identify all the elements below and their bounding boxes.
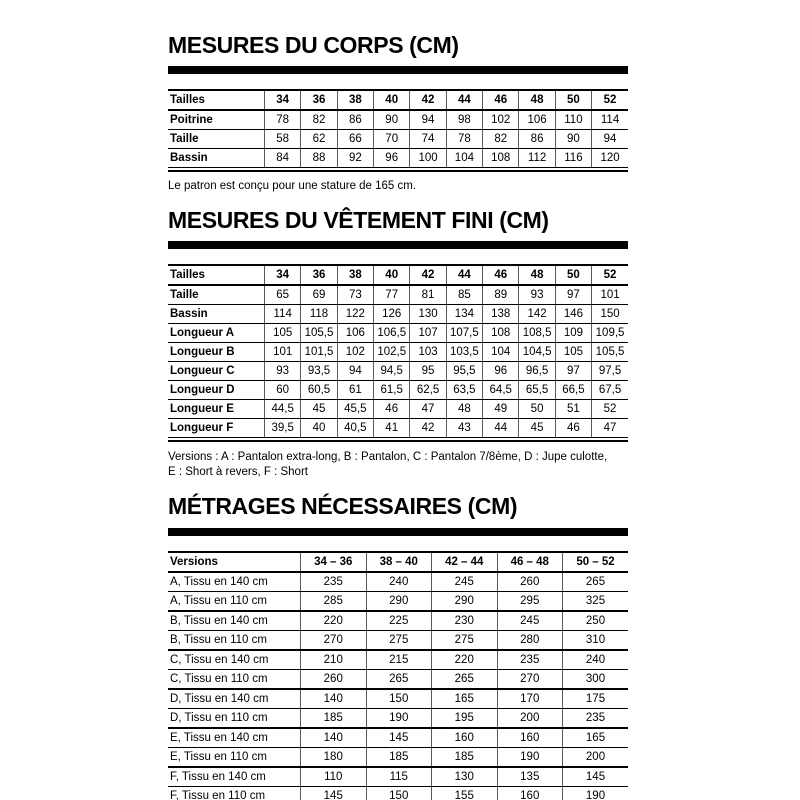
versions-legend-line-2: E : Short à revers, F : Short — [168, 466, 308, 479]
value-cell: 105 — [555, 342, 591, 361]
value-cell: 215 — [366, 650, 432, 670]
value-cell: 45 — [519, 418, 555, 437]
section-finished-garment-measurements — [168, 208, 628, 481]
value-cell: 94 — [592, 130, 628, 149]
value-cell: 190 — [563, 786, 629, 800]
value-cell: 109,5 — [592, 323, 628, 342]
row-label: E, Tissu en 140 cm — [168, 728, 301, 748]
value-cell: 73 — [337, 285, 373, 305]
value-cell: 104 — [446, 149, 482, 168]
value-cell: 96 — [374, 149, 410, 168]
value-cell: 185 — [301, 708, 367, 728]
value-cell: 96 — [483, 361, 519, 380]
value-cell: 260 — [497, 572, 563, 592]
body-measurements-table — [168, 89, 628, 168]
value-cell: 94 — [337, 361, 373, 380]
stature-note: Le patron est conçu pour une stature de 165 cm. — [168, 180, 417, 193]
value-cell: 145 — [366, 728, 432, 748]
value-cell: 44 — [483, 418, 519, 437]
value-cell: 190 — [366, 708, 432, 728]
row-label: Longueur B — [168, 342, 265, 361]
value-cell: 130 — [410, 304, 446, 323]
value-cell: 295 — [497, 591, 563, 611]
value-cell: 40,5 — [337, 418, 373, 437]
value-cell: 88 — [301, 149, 337, 168]
value-cell: 142 — [519, 304, 555, 323]
value-cell: 285 — [301, 591, 367, 611]
value-cell: 300 — [563, 669, 629, 689]
value-cell: 107 — [410, 323, 446, 342]
value-cell: 108 — [483, 323, 519, 342]
value-cell: 89 — [483, 285, 519, 305]
value-cell: 93 — [519, 285, 555, 305]
value-cell: 265 — [366, 669, 432, 689]
table-row — [168, 650, 628, 670]
value-cell: 325 — [563, 591, 629, 611]
label-column-header: Tailles — [168, 90, 265, 110]
value-cell: 290 — [432, 591, 498, 611]
size-column-header: 44 — [446, 90, 482, 110]
row-label: C, Tissu en 110 cm — [168, 669, 301, 689]
value-cell: 140 — [301, 728, 367, 748]
value-cell: 97 — [555, 361, 591, 380]
row-label: E, Tissu en 110 cm — [168, 747, 301, 767]
table-row — [168, 611, 628, 631]
value-cell: 235 — [301, 572, 367, 592]
value-cell: 245 — [497, 611, 563, 631]
value-cell: 61,5 — [374, 380, 410, 399]
value-cell: 63,5 — [446, 380, 482, 399]
value-cell: 200 — [497, 708, 563, 728]
table-row — [168, 149, 628, 168]
value-cell: 101 — [265, 342, 301, 361]
value-cell: 105,5 — [592, 342, 628, 361]
value-cell: 104 — [483, 342, 519, 361]
value-cell: 135 — [497, 767, 563, 787]
value-cell: 146 — [555, 304, 591, 323]
value-cell: 140 — [301, 689, 367, 709]
value-cell: 65,5 — [519, 380, 555, 399]
table-row — [168, 323, 628, 342]
table-row — [168, 689, 628, 709]
value-cell: 82 — [483, 130, 519, 149]
value-cell: 110 — [555, 110, 591, 130]
table-row — [168, 130, 628, 149]
value-cell: 235 — [563, 708, 629, 728]
value-cell: 81 — [410, 285, 446, 305]
size-column-header: 48 — [519, 265, 555, 285]
value-cell: 160 — [497, 728, 563, 748]
value-cell: 85 — [446, 285, 482, 305]
row-label: Bassin — [168, 149, 265, 168]
versions-legend — [168, 450, 628, 480]
value-cell: 107,5 — [446, 323, 482, 342]
value-cell: 230 — [432, 611, 498, 631]
table-row — [168, 342, 628, 361]
row-label: Longueur C — [168, 361, 265, 380]
size-column-header: 34 — [265, 90, 301, 110]
value-cell: 44,5 — [265, 399, 301, 418]
value-cell: 42 — [410, 418, 446, 437]
row-label: Longueur A — [168, 323, 265, 342]
value-cell: 62,5 — [410, 380, 446, 399]
value-cell: 66 — [337, 130, 373, 149]
value-cell: 94 — [410, 110, 446, 130]
value-cell: 101 — [592, 285, 628, 305]
value-cell: 225 — [366, 611, 432, 631]
row-label: Longueur D — [168, 380, 265, 399]
value-cell: 120 — [592, 149, 628, 168]
value-cell: 95 — [410, 361, 446, 380]
value-cell: 165 — [563, 728, 629, 748]
row-label: C, Tissu en 140 cm — [168, 650, 301, 670]
body-measurements-table-wrap — [168, 89, 628, 172]
section-title-required-yardage: MÉTRAGES NÉCESSAIRES (CM) — [168, 493, 518, 520]
value-cell: 58 — [265, 130, 301, 149]
value-cell: 145 — [301, 786, 367, 800]
value-cell: 96,5 — [519, 361, 555, 380]
value-cell: 50 — [519, 399, 555, 418]
value-cell: 175 — [563, 689, 629, 709]
row-label: B, Tissu en 110 cm — [168, 630, 301, 650]
value-cell: 250 — [563, 611, 629, 631]
value-cell: 97,5 — [592, 361, 628, 380]
value-cell: 108 — [483, 149, 519, 168]
value-cell: 118 — [301, 304, 337, 323]
value-cell: 180 — [301, 747, 367, 767]
value-cell: 235 — [497, 650, 563, 670]
section-body-measurements — [168, 33, 628, 194]
value-cell: 122 — [337, 304, 373, 323]
value-cell: 93 — [265, 361, 301, 380]
value-cell: 145 — [563, 767, 629, 787]
value-cell: 90 — [555, 130, 591, 149]
value-cell: 210 — [301, 650, 367, 670]
value-cell: 97 — [555, 285, 591, 305]
value-cell: 200 — [563, 747, 629, 767]
table-row — [168, 669, 628, 689]
size-column-header: 34 – 36 — [301, 552, 367, 572]
value-cell: 45 — [301, 399, 337, 418]
value-cell: 240 — [366, 572, 432, 592]
finished-garment-table-wrap — [168, 264, 628, 442]
value-cell: 106 — [519, 110, 555, 130]
value-cell: 47 — [410, 399, 446, 418]
table-row — [168, 728, 628, 748]
value-cell: 65 — [265, 285, 301, 305]
value-cell: 47 — [592, 418, 628, 437]
row-label: D, Tissu en 110 cm — [168, 708, 301, 728]
row-label: Longueur F — [168, 418, 265, 437]
value-cell: 78 — [446, 130, 482, 149]
header-row — [168, 552, 628, 572]
value-cell: 60 — [265, 380, 301, 399]
value-cell: 98 — [446, 110, 482, 130]
value-cell: 265 — [563, 572, 629, 592]
value-cell: 170 — [497, 689, 563, 709]
table-row — [168, 747, 628, 767]
value-cell: 90 — [374, 110, 410, 130]
value-cell: 69 — [301, 285, 337, 305]
value-cell: 134 — [446, 304, 482, 323]
label-column-header: Versions — [168, 552, 301, 572]
size-column-header: 50 – 52 — [563, 552, 629, 572]
value-cell: 100 — [410, 149, 446, 168]
finished-garment-table — [168, 264, 628, 438]
size-column-header: 48 — [519, 90, 555, 110]
value-cell: 105 — [265, 323, 301, 342]
size-column-header: 44 — [446, 265, 482, 285]
value-cell: 61 — [337, 380, 373, 399]
value-cell: 62 — [301, 130, 337, 149]
section-title-body-measurements: MESURES DU CORPS (CM) — [168, 32, 459, 58]
value-cell: 150 — [366, 689, 432, 709]
value-cell: 275 — [366, 630, 432, 650]
value-cell: 190 — [497, 747, 563, 767]
value-cell: 102 — [337, 342, 373, 361]
row-label: B, Tissu en 140 cm — [168, 611, 301, 631]
size-column-header: 42 — [410, 265, 446, 285]
value-cell: 114 — [592, 110, 628, 130]
value-cell: 103 — [410, 342, 446, 361]
table-row — [168, 399, 628, 418]
title-rule — [168, 528, 628, 536]
value-cell: 280 — [497, 630, 563, 650]
header-row — [168, 90, 628, 110]
size-column-header: 46 — [483, 265, 519, 285]
row-label: Bassin — [168, 304, 265, 323]
row-label: Taille — [168, 130, 265, 149]
yardage-table-wrap — [168, 551, 628, 800]
table-row — [168, 572, 628, 592]
header-row — [168, 265, 628, 285]
value-cell: 104,5 — [519, 342, 555, 361]
size-column-header: 52 — [592, 265, 628, 285]
size-column-header: 36 — [301, 90, 337, 110]
value-cell: 110 — [301, 767, 367, 787]
value-cell: 115 — [366, 767, 432, 787]
size-column-header: 38 — [337, 90, 373, 110]
title-rule — [168, 241, 628, 249]
value-cell: 105,5 — [301, 323, 337, 342]
value-cell: 185 — [432, 747, 498, 767]
size-column-header: 50 — [555, 90, 591, 110]
value-cell: 103,5 — [446, 342, 482, 361]
value-cell: 108,5 — [519, 323, 555, 342]
value-cell: 86 — [519, 130, 555, 149]
value-cell: 46 — [374, 399, 410, 418]
size-column-header: 46 – 48 — [497, 552, 563, 572]
table-row — [168, 110, 628, 130]
value-cell: 310 — [563, 630, 629, 650]
size-column-header: 40 — [374, 90, 410, 110]
title-rule — [168, 66, 628, 74]
value-cell: 74 — [410, 130, 446, 149]
value-cell: 67,5 — [592, 380, 628, 399]
value-cell: 95,5 — [446, 361, 482, 380]
value-cell: 155 — [432, 786, 498, 800]
row-label: F, Tissu en 140 cm — [168, 767, 301, 787]
value-cell: 160 — [432, 728, 498, 748]
value-cell: 112 — [519, 149, 555, 168]
size-column-header: 50 — [555, 265, 591, 285]
row-label: F, Tissu en 110 cm — [168, 786, 301, 800]
value-cell: 41 — [374, 418, 410, 437]
value-cell: 60,5 — [301, 380, 337, 399]
value-cell: 150 — [592, 304, 628, 323]
row-label: Longueur E — [168, 399, 265, 418]
value-cell: 220 — [432, 650, 498, 670]
value-cell: 240 — [563, 650, 629, 670]
value-cell: 114 — [265, 304, 301, 323]
size-column-header: 38 – 40 — [366, 552, 432, 572]
row-label: Taille — [168, 285, 265, 305]
size-column-header: 40 — [374, 265, 410, 285]
row-label: D, Tissu en 140 cm — [168, 689, 301, 709]
versions-legend-line-1: Versions : A : Pantalon extra-long, B : Pantalon, C : Pantalon 7/8ème, D : Jupe culotte, — [168, 450, 608, 463]
value-cell: 109 — [555, 323, 591, 342]
value-cell: 86 — [337, 110, 373, 130]
value-cell: 45,5 — [337, 399, 373, 418]
table-row — [168, 304, 628, 323]
size-column-header: 46 — [483, 90, 519, 110]
value-cell: 52 — [592, 399, 628, 418]
table-row — [168, 418, 628, 437]
value-cell: 220 — [301, 611, 367, 631]
value-cell: 94,5 — [374, 361, 410, 380]
value-cell: 78 — [265, 110, 301, 130]
section-required-yardage — [168, 494, 628, 800]
size-column-header: 42 – 44 — [432, 552, 498, 572]
value-cell: 165 — [432, 689, 498, 709]
value-cell: 43 — [446, 418, 482, 437]
value-cell: 130 — [432, 767, 498, 787]
value-cell: 84 — [265, 149, 301, 168]
value-cell: 195 — [432, 708, 498, 728]
value-cell: 49 — [483, 399, 519, 418]
row-label: Poitrine — [168, 110, 265, 130]
yardage-table — [168, 551, 628, 800]
size-column-header: 38 — [337, 265, 373, 285]
value-cell: 270 — [301, 630, 367, 650]
size-column-header: 52 — [592, 90, 628, 110]
row-label: A, Tissu en 140 cm — [168, 572, 301, 592]
value-cell: 106,5 — [374, 323, 410, 342]
size-column-header: 34 — [265, 265, 301, 285]
value-cell: 82 — [301, 110, 337, 130]
value-cell: 265 — [432, 669, 498, 689]
value-cell: 102 — [483, 110, 519, 130]
value-cell: 40 — [301, 418, 337, 437]
table-row — [168, 767, 628, 787]
value-cell: 290 — [366, 591, 432, 611]
table-row — [168, 285, 628, 305]
value-cell: 93,5 — [301, 361, 337, 380]
value-cell: 66,5 — [555, 380, 591, 399]
value-cell: 70 — [374, 130, 410, 149]
value-cell: 77 — [374, 285, 410, 305]
section-title-finished-garment: MESURES DU VÊTEMENT FINI (CM) — [168, 206, 549, 233]
table-row — [168, 591, 628, 611]
table-row — [168, 708, 628, 728]
table-row — [168, 630, 628, 650]
value-cell: 64,5 — [483, 380, 519, 399]
value-cell: 46 — [555, 418, 591, 437]
label-column-header: Tailles — [168, 265, 265, 285]
value-cell: 106 — [337, 323, 373, 342]
size-column-header: 36 — [301, 265, 337, 285]
value-cell: 275 — [432, 630, 498, 650]
value-cell: 260 — [301, 669, 367, 689]
table-row — [168, 361, 628, 380]
value-cell: 51 — [555, 399, 591, 418]
value-cell: 185 — [366, 747, 432, 767]
table-row — [168, 380, 628, 399]
value-cell: 39,5 — [265, 418, 301, 437]
size-column-header: 42 — [410, 90, 446, 110]
value-cell: 92 — [337, 149, 373, 168]
value-cell: 245 — [432, 572, 498, 592]
row-label: A, Tissu en 110 cm — [168, 591, 301, 611]
value-cell: 270 — [497, 669, 563, 689]
value-cell: 138 — [483, 304, 519, 323]
value-cell: 116 — [555, 149, 591, 168]
value-cell: 102,5 — [374, 342, 410, 361]
value-cell: 150 — [366, 786, 432, 800]
value-cell: 48 — [446, 399, 482, 418]
table-row — [168, 786, 628, 800]
value-cell: 126 — [374, 304, 410, 323]
value-cell: 160 — [497, 786, 563, 800]
value-cell: 101,5 — [301, 342, 337, 361]
